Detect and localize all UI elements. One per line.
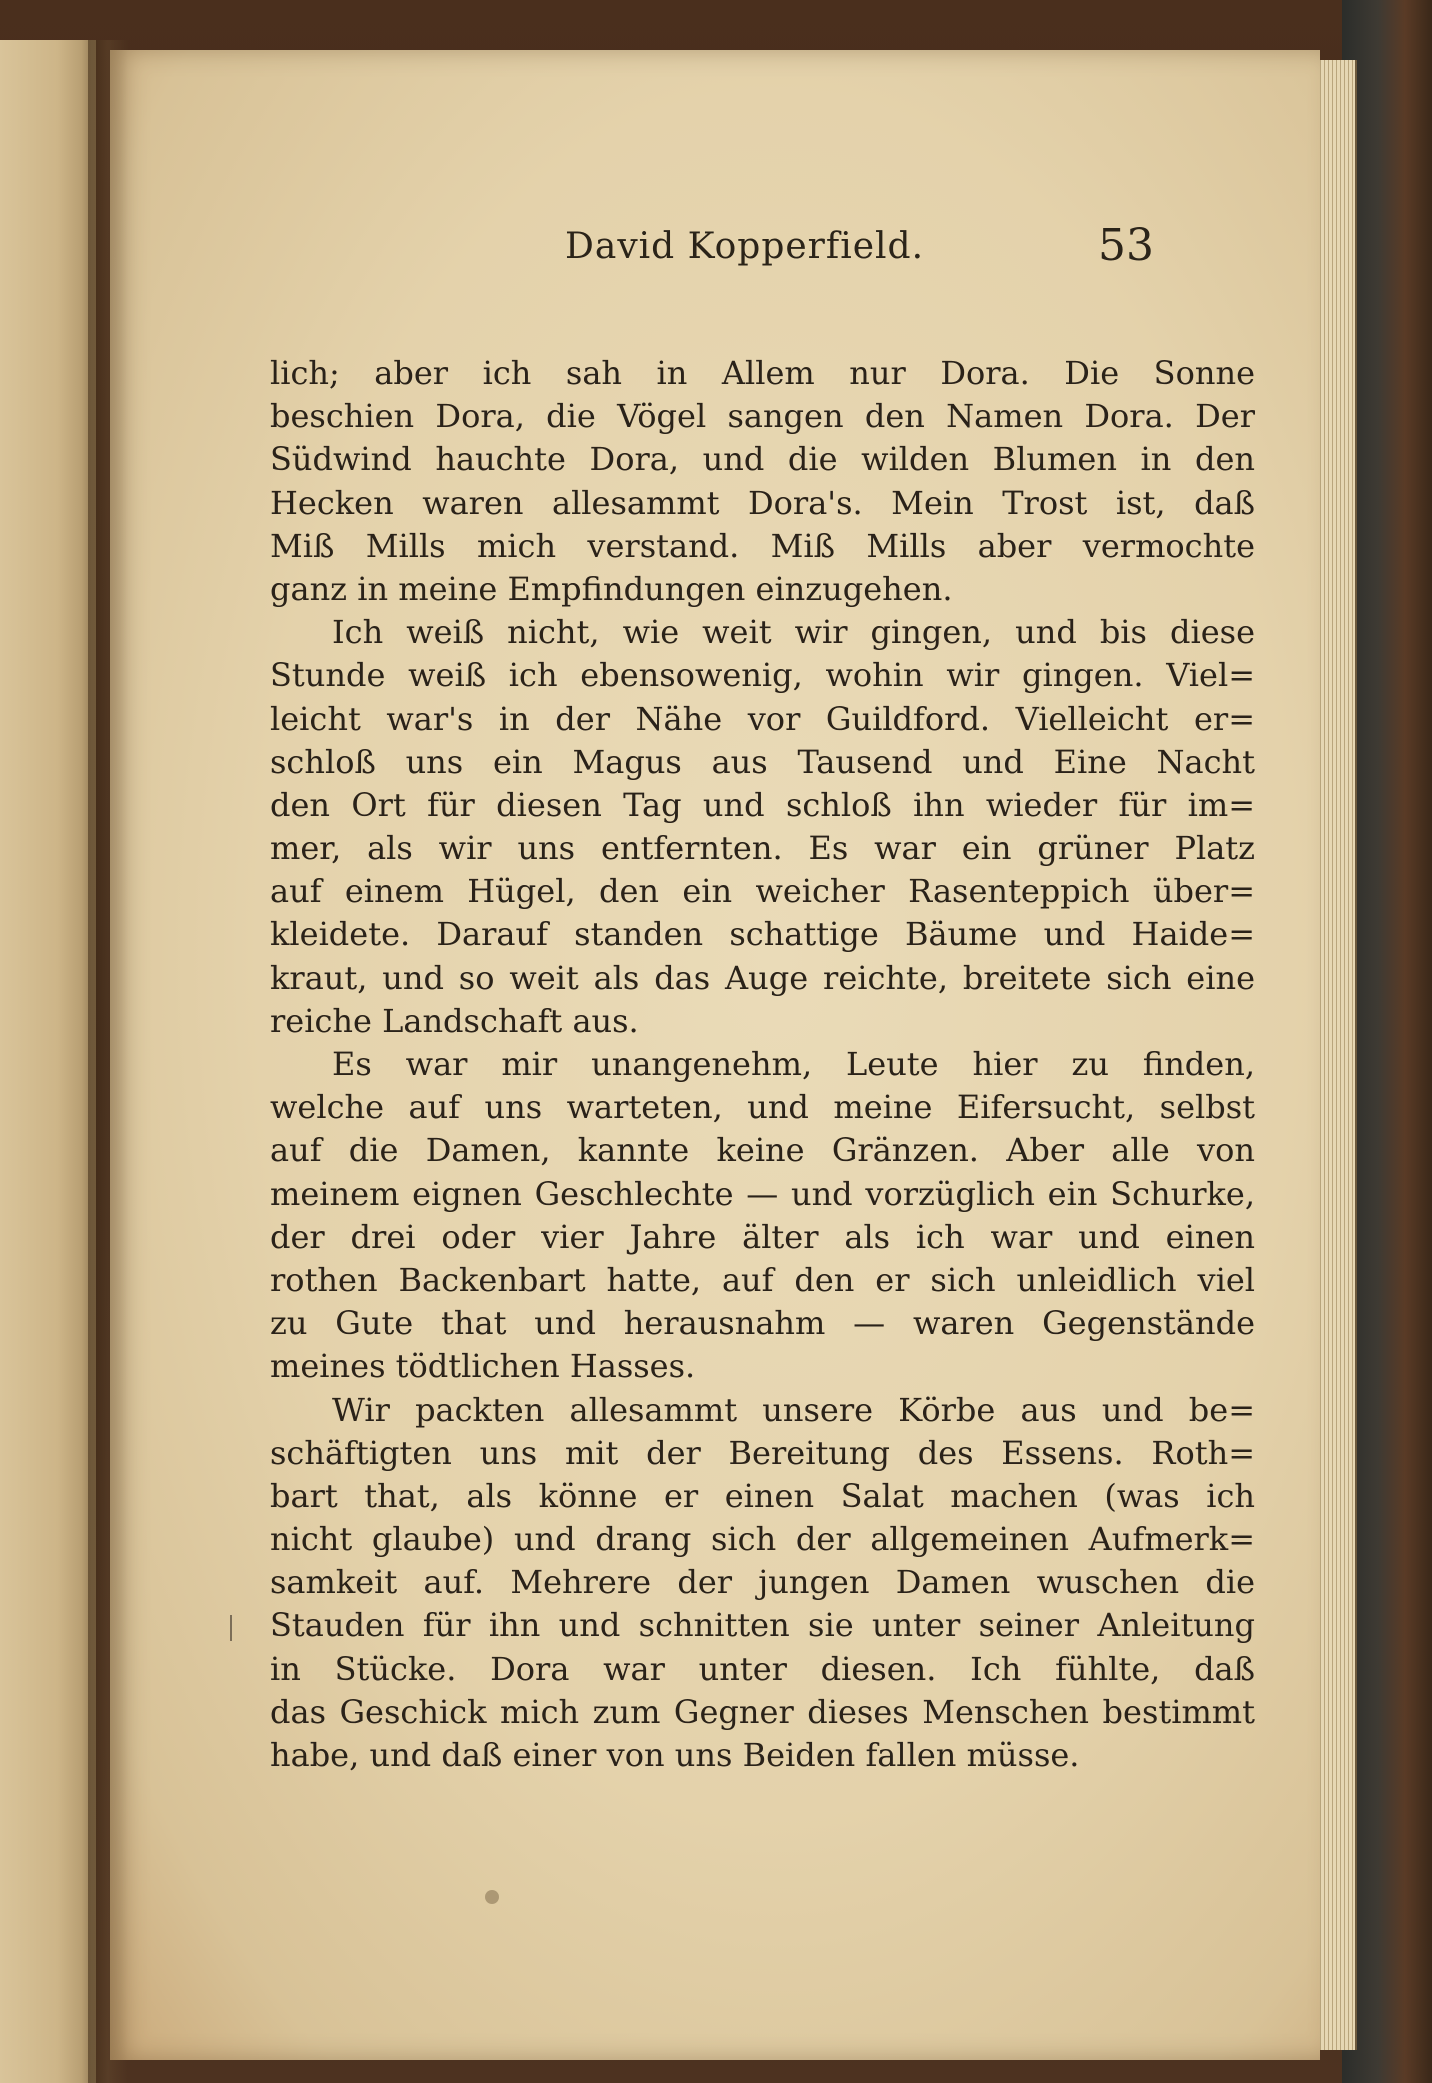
- stray-mark: [230, 1615, 232, 1641]
- gutter-shadow: [88, 40, 128, 2083]
- text-line: Stunde weiß ich ebensowenig, wohin wir gingen. Viel=: [270, 656, 1255, 695]
- text-line: meines tödtlichen Hasses.: [270, 1347, 696, 1386]
- text-line: zu Gute that und herausnahm — waren Gegenstände: [270, 1304, 1255, 1343]
- text-line: auf einem Hügel, den ein weicher Rasenteppich über=: [270, 872, 1255, 911]
- text-line: Wir packten allesammt unsere Körbe aus und be=: [332, 1390, 1255, 1429]
- text-line: schäftigten uns mit der Bereitung des Essens. Roth=: [270, 1433, 1255, 1472]
- text-line: auf die Damen, kannte keine Gränzen. Aber alle von: [270, 1131, 1255, 1170]
- text-line: mer, als wir uns entfernten. Es war ein grüner Platz: [270, 829, 1255, 868]
- text-line: kraut, und so weit als das Auge reichte, breitete sich eine: [270, 958, 1255, 997]
- text-line: Südwind hauchte Dora, und die wilden Blumen in den: [270, 440, 1255, 479]
- text-line: meinem eignen Geschlechte — und vorzüglich ein Schurke,: [270, 1174, 1255, 1213]
- text-line: den Ort für diesen Tag und schloß ihn wieder für im=: [270, 785, 1255, 824]
- text-line: reiche Landschaft aus.: [270, 1001, 639, 1040]
- text-line: welche auf uns warteten, und meine Eifersucht, selbst: [270, 1088, 1255, 1127]
- text-line: in Stücke. Dora war unter diesen. Ich fühlte, daß: [270, 1649, 1255, 1688]
- text-line: rothen Backenbart hatte, auf den er sich unleidlich viel: [270, 1260, 1255, 1299]
- text-line: schloß uns ein Magus aus Tausend und Eine Nacht: [270, 742, 1255, 781]
- text-line: samkeit auf. Mehrere der jungen Damen wuschen die: [270, 1563, 1255, 1602]
- text-line: habe, und daß einer von uns Beiden fallen müsse.: [270, 1736, 1080, 1774]
- facing-page: [0, 40, 96, 2083]
- book-page: [110, 50, 1320, 2060]
- text-line: kleidete. Darauf standen schattige Bäume und Haide=: [270, 915, 1255, 954]
- text-line: bart that, als könne er einen Salat machen (was ich: [270, 1476, 1255, 1515]
- running-head: [110, 220, 1320, 280]
- text-line: nicht glaube) und drang sich der allgemeinen Aufmerk=: [270, 1520, 1255, 1559]
- running-title: David Kopperfield.: [565, 226, 925, 267]
- text-line: lich; aber ich sah in Allem nur Dora. Die Sonne: [270, 354, 1255, 392]
- text-line: Es war mir unangenehm, Leute hier zu finden,: [332, 1045, 1255, 1083]
- text-line: Ich weiß nicht, wie weit wir gingen, und bis diese: [332, 613, 1255, 652]
- text-line: leicht war's in der Nähe vor Guildford. Vielleicht er=: [270, 699, 1255, 738]
- text-line: ganz in meine Empfindungen einzugehen.: [270, 569, 953, 608]
- text-line: beschien Dora, die Vögel sangen den Namen Dora. Der: [270, 397, 1255, 436]
- text-line: Stauden für ihn und schnitten sie unter seiner Anleitung: [270, 1606, 1255, 1645]
- text-line: Miß Mills mich verstand. Miß Mills aber vermochte: [270, 526, 1255, 565]
- text-line: das Geschick mich zum Gegner dieses Menschen bestimmt: [270, 1692, 1255, 1731]
- text-line: der drei oder vier Jahre älter als ich war und einen: [270, 1217, 1255, 1256]
- ink-blot: [485, 1890, 499, 1904]
- text-line: Hecken waren allesammt Dora's. Mein Trost ist, daß: [270, 483, 1255, 522]
- page-number: 53: [1098, 220, 1154, 271]
- body-text: [270, 352, 1255, 1777]
